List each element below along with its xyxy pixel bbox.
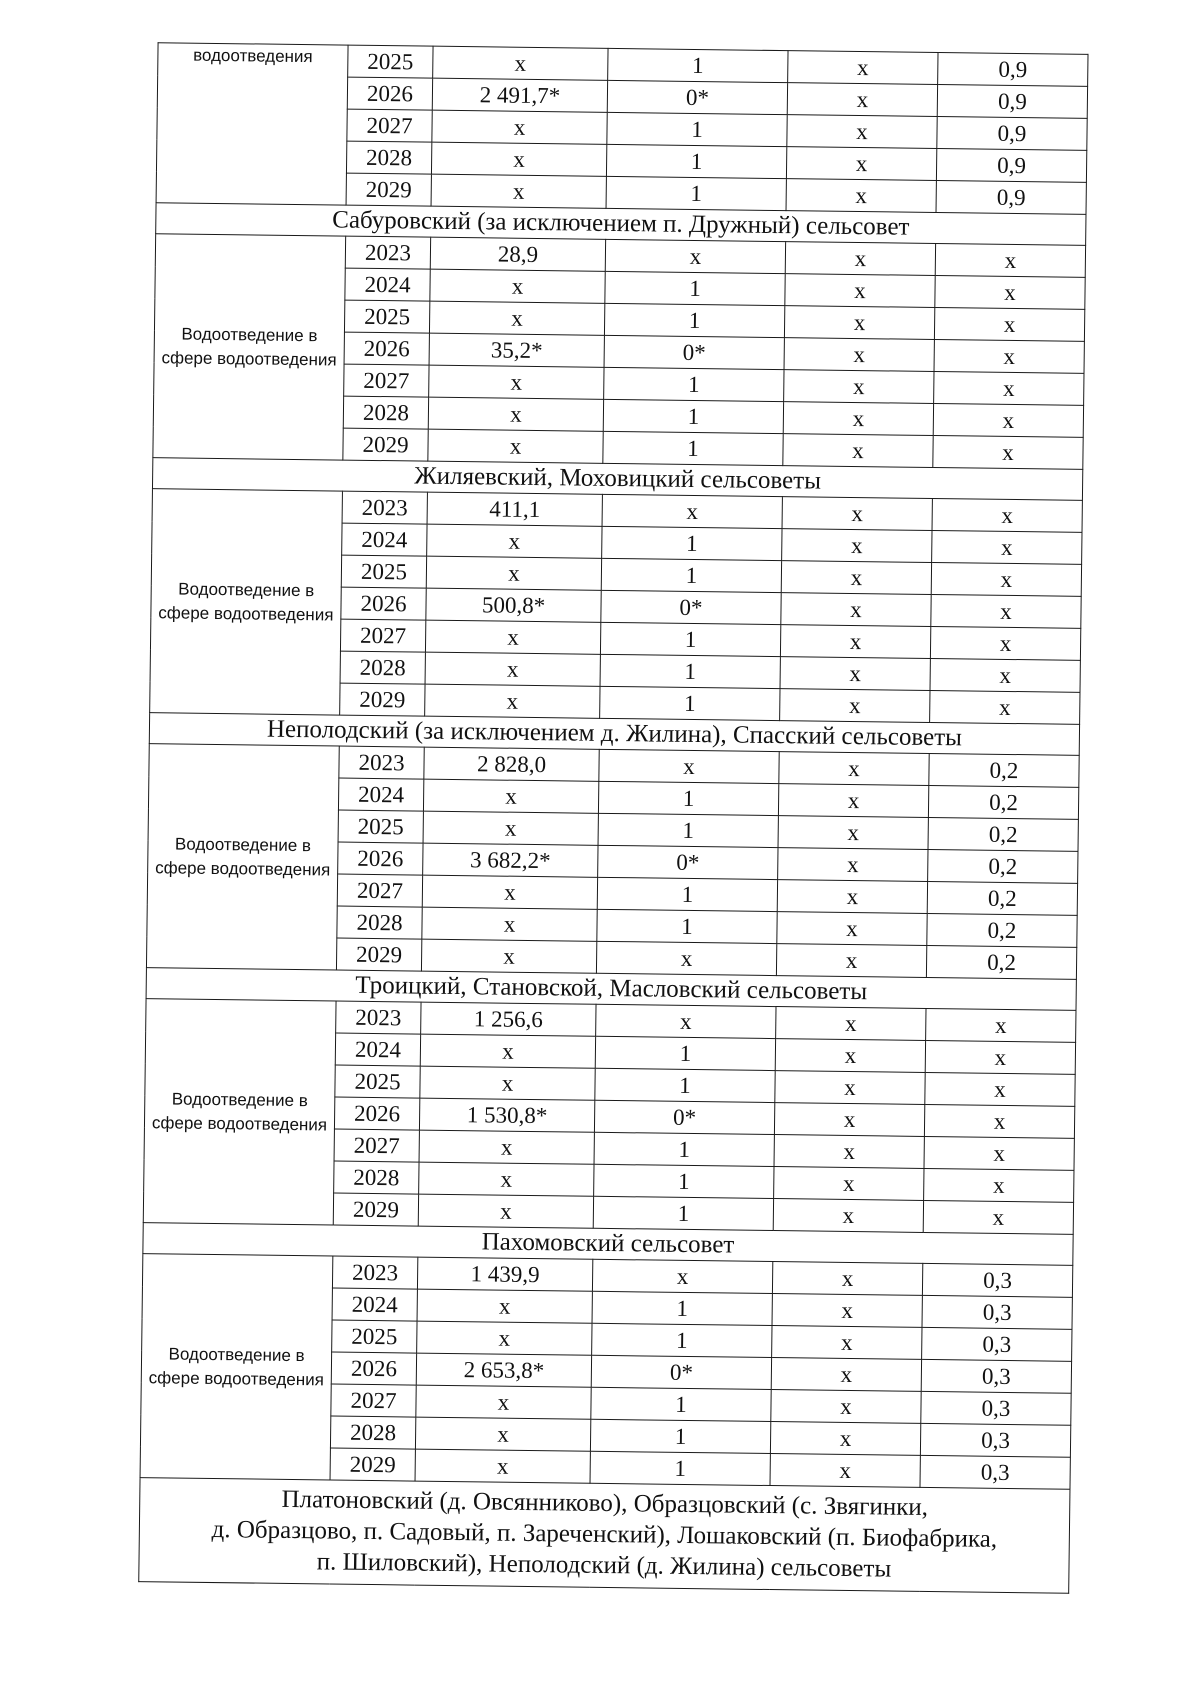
value-cell-2: 1 — [603, 399, 783, 433]
value-cell-3: х — [783, 402, 933, 436]
value-cell-2: 1 — [590, 1451, 770, 1485]
value-cell-3: х — [778, 816, 928, 850]
value-cell-3: х — [774, 1167, 924, 1201]
value-cell-3: х — [776, 1007, 926, 1041]
value-cell-4: 0,3 — [921, 1391, 1071, 1425]
value-cell-4: 0,3 — [920, 1455, 1070, 1489]
value-cell-3: х — [782, 497, 932, 531]
service-name-cell: водоотведения — [156, 43, 348, 205]
value-cell-4: 0,2 — [927, 913, 1077, 947]
value-cell-4: х — [935, 244, 1085, 278]
section-header: Сабуровский (за исключением п. Дружный) сельсовет — [156, 203, 1086, 246]
year-cell: 2029 — [343, 428, 428, 461]
value-cell-1: х — [418, 1194, 593, 1228]
value-cell-2: 1 — [605, 271, 785, 305]
value-cell-1: 3 682,2* — [423, 843, 598, 877]
value-cell-1: х — [430, 269, 605, 303]
value-cell-1: 411,1 — [427, 492, 602, 526]
year-cell: 2027 — [334, 1129, 419, 1162]
value-cell-3: х — [772, 1326, 922, 1360]
value-cell-4: х — [924, 1136, 1074, 1170]
value-cell-3: х — [777, 912, 927, 946]
value-cell-3: х — [787, 83, 937, 117]
value-cell-1: х — [423, 779, 598, 813]
value-cell-4: 0,3 — [922, 1327, 1072, 1361]
value-cell-4: х — [931, 562, 1081, 596]
year-cell: 2024 — [332, 1288, 417, 1321]
value-cell-3: х — [778, 784, 928, 818]
value-cell-2: х — [605, 239, 785, 273]
value-cell-3: х — [775, 1071, 925, 1105]
value-cell-1: 1 256,6 — [421, 1002, 596, 1036]
value-cell-1: 35,2* — [429, 333, 604, 367]
value-cell-4: 0,2 — [928, 849, 1078, 883]
value-cell-1: х — [416, 1385, 591, 1419]
value-cell-2: 0* — [604, 335, 784, 369]
value-cell-4: х — [935, 276, 1085, 310]
year-cell: 2025 — [335, 1065, 420, 1098]
service-name-cell: Водоотведение в сфере водоотведения — [143, 999, 336, 1225]
value-cell-2: 1 — [593, 1196, 773, 1230]
value-cell-1: х — [429, 301, 604, 335]
value-cell-2: 1 — [598, 781, 778, 815]
value-cell-1: 500,8* — [426, 588, 601, 622]
value-cell-1: х — [419, 1162, 594, 1196]
value-cell-2: 1 — [594, 1132, 774, 1166]
value-cell-2: 1 — [602, 526, 782, 560]
value-cell-3: х — [770, 1454, 920, 1488]
year-cell: 2027 — [347, 109, 432, 142]
value-cell-4: х — [932, 498, 1082, 532]
value-cell-2: 1 — [594, 1164, 774, 1198]
value-cell-4: х — [933, 403, 1083, 437]
footer-line: п. Шиловский), Неполодский (д. Жилина) сельсоветы — [316, 1548, 892, 1583]
value-cell-2: 0* — [591, 1355, 771, 1389]
value-cell-4: 0,9 — [938, 53, 1088, 87]
value-cell-2: 1 — [607, 112, 787, 146]
value-cell-3: х — [780, 689, 930, 723]
year-cell: 2028 — [330, 1416, 415, 1449]
value-cell-1: х — [431, 174, 606, 208]
year-cell: 2029 — [333, 1193, 418, 1226]
footer-line: д. Образцово, п. Садовый, п. Зареченский), Лошаковский (п. Биофабрика, — [211, 1516, 998, 1553]
value-cell-4: х — [924, 1104, 1074, 1138]
value-cell-3: х — [785, 274, 935, 308]
year-cell: 2028 — [343, 396, 428, 429]
year-cell: 2026 — [344, 332, 429, 365]
value-cell-4: 0,2 — [927, 881, 1077, 915]
value-cell-3: х — [780, 657, 930, 691]
value-cell-3: х — [774, 1135, 924, 1169]
value-cell-4: х — [925, 1040, 1075, 1074]
footer-row — [139, 1478, 1070, 1594]
value-cell-4: х — [931, 594, 1081, 628]
year-cell: 2029 — [336, 938, 421, 971]
section-header: Неполодский (за исключением д. Жилина), Спасский сельсоветы — [149, 713, 1079, 756]
value-cell-1: х — [422, 907, 597, 941]
value-cell-3: х — [784, 306, 934, 340]
value-cell-3: х — [780, 625, 930, 659]
service-name-cell: Водоотведение в сфере водоотведения — [153, 234, 346, 460]
value-cell-2: 1 — [590, 1419, 770, 1453]
value-cell-1: х — [425, 620, 600, 654]
value-cell-4: 0,2 — [926, 945, 1076, 979]
value-cell-2: 0* — [598, 845, 778, 879]
value-cell-1: х — [427, 524, 602, 558]
year-cell: 2023 — [336, 1001, 421, 1034]
value-cell-2: 1 — [592, 1323, 772, 1357]
value-cell-2: х — [596, 1004, 776, 1038]
value-cell-3: х — [781, 593, 931, 627]
value-cell-2: 1 — [597, 909, 777, 943]
tariff-table-sheet — [138, 42, 1087, 1594]
year-cell: 2029 — [346, 173, 431, 206]
year-cell: 2025 — [348, 45, 433, 78]
value-cell-3: х — [772, 1262, 922, 1296]
value-cell-4: х — [932, 530, 1082, 564]
year-cell: 2028 — [346, 141, 431, 174]
value-cell-3: х — [777, 880, 927, 914]
year-cell: 2028 — [334, 1161, 419, 1194]
value-cell-3: х — [774, 1103, 924, 1137]
value-cell-1: х — [431, 142, 606, 176]
value-cell-2: 1 — [595, 1036, 775, 1070]
value-cell-2: 1 — [591, 1387, 771, 1421]
value-cell-3: х — [782, 529, 932, 563]
value-cell-2: х — [592, 1259, 772, 1293]
year-cell: 2027 — [337, 874, 422, 907]
value-cell-3: х — [776, 944, 926, 978]
value-cell-1: х — [415, 1449, 590, 1483]
year-cell: 2026 — [338, 842, 423, 875]
value-cell-2: 0* — [601, 590, 781, 624]
value-cell-2: 1 — [604, 367, 784, 401]
value-cell-3: х — [784, 338, 934, 372]
section-header: Троицкий, Становской, Масловский сельсоветы — [146, 968, 1076, 1011]
value-cell-1: х — [432, 110, 607, 144]
value-cell-4: х — [930, 690, 1080, 724]
value-cell-1: х — [422, 875, 597, 909]
value-cell-4: 0,2 — [929, 753, 1079, 787]
value-cell-1: х — [428, 429, 603, 463]
value-cell-1: х — [419, 1130, 594, 1164]
year-cell: 2025 — [344, 300, 429, 333]
value-cell-3: х — [778, 848, 928, 882]
value-cell-4: х — [934, 371, 1084, 405]
year-cell: 2026 — [341, 587, 426, 620]
value-cell-3: х — [783, 434, 933, 468]
year-cell: 2023 — [332, 1256, 417, 1289]
value-cell-4: 0,9 — [937, 117, 1087, 151]
year-cell: 2028 — [340, 651, 425, 684]
value-cell-1: х — [433, 46, 608, 80]
value-cell-4: х — [926, 1008, 1076, 1042]
year-cell: 2023 — [339, 746, 424, 779]
value-cell-1: х — [420, 1034, 595, 1068]
service-name-cell: Водоотведение в сфере водоотведения — [146, 744, 339, 970]
value-cell-2: 1 — [595, 1068, 775, 1102]
value-cell-2: 0* — [594, 1100, 774, 1134]
value-cell-2: 1 — [597, 877, 777, 911]
year-cell: 2029 — [330, 1448, 415, 1481]
value-cell-2: 1 — [606, 176, 786, 210]
value-cell-4: 0,2 — [928, 785, 1078, 819]
value-cell-2: 1 — [601, 558, 781, 592]
value-cell-1: х — [417, 1289, 592, 1323]
value-cell-4: х — [924, 1168, 1074, 1202]
value-cell-2: 1 — [603, 431, 783, 465]
value-cell-2: х — [596, 941, 776, 975]
year-cell: 2027 — [340, 619, 425, 652]
year-cell: 2029 — [340, 683, 425, 716]
value-cell-3: х — [771, 1358, 921, 1392]
value-cell-3: х — [786, 179, 936, 213]
value-cell-3: х — [784, 370, 934, 404]
value-cell-3: х — [786, 147, 936, 181]
year-cell: 2024 — [338, 778, 423, 811]
value-cell-2: 1 — [600, 686, 780, 720]
value-cell-1: х — [415, 1417, 590, 1451]
value-cell-3: х — [779, 752, 929, 786]
value-cell-3: х — [773, 1199, 923, 1233]
value-cell-1: х — [421, 939, 596, 973]
year-cell: 2025 — [332, 1320, 417, 1353]
value-cell-2: х — [602, 494, 782, 528]
value-cell-4: 0,3 — [920, 1423, 1070, 1457]
value-cell-2: 1 — [600, 622, 780, 656]
service-name-cell: Водоотведение в сфере водоотведения — [150, 489, 343, 715]
value-cell-1: х — [428, 397, 603, 431]
value-cell-3: х — [770, 1422, 920, 1456]
year-cell: 2028 — [337, 906, 422, 939]
value-cell-4: х — [925, 1072, 1075, 1106]
value-cell-3: х — [787, 115, 937, 149]
value-cell-1: х — [423, 811, 598, 845]
value-cell-1: х — [429, 365, 604, 399]
value-cell-3: х — [772, 1294, 922, 1328]
value-cell-4: 0,3 — [922, 1295, 1072, 1329]
value-cell-2: 1 — [598, 813, 778, 847]
value-cell-3: х — [771, 1390, 921, 1424]
year-cell: 2025 — [338, 810, 423, 843]
tariff-table — [138, 42, 1088, 1594]
value-cell-2: 0* — [607, 80, 787, 114]
year-cell: 2023 — [342, 491, 427, 524]
value-cell-4: х — [934, 308, 1084, 342]
value-cell-3: х — [775, 1039, 925, 1073]
year-cell: 2026 — [347, 77, 432, 110]
value-cell-2: х — [599, 749, 779, 783]
tariff-table-body — [139, 43, 1088, 1594]
value-cell-4: х — [934, 340, 1084, 374]
value-cell-4: 0,9 — [937, 85, 1087, 119]
value-cell-1: 2 491,7* — [432, 78, 607, 112]
value-cell-1: х — [425, 684, 600, 718]
year-cell: 2024 — [345, 268, 430, 301]
value-cell-4: х — [933, 435, 1083, 469]
year-cell: 2024 — [335, 1033, 420, 1066]
year-cell: 2027 — [344, 364, 429, 397]
value-cell-1: х — [420, 1066, 595, 1100]
value-cell-4: х — [923, 1200, 1073, 1234]
value-cell-2: 1 — [592, 1291, 772, 1325]
value-cell-2: 1 — [608, 48, 788, 82]
year-cell: 2023 — [345, 236, 430, 269]
value-cell-4: х — [930, 658, 1080, 692]
value-cell-1: 2 828,0 — [424, 747, 599, 781]
value-cell-3: х — [781, 561, 931, 595]
value-cell-3: х — [785, 242, 935, 276]
year-cell: 2027 — [331, 1384, 416, 1417]
year-cell: 2025 — [341, 555, 426, 588]
value-cell-1: 1 439,9 — [417, 1257, 592, 1291]
footer-line: Платоновский (д. Овсянниково), Образцовский (с. Звягинки, — [281, 1485, 929, 1522]
year-cell: 2026 — [331, 1352, 416, 1385]
footer-header — [139, 1478, 1070, 1594]
value-cell-2: 1 — [604, 303, 784, 337]
value-cell-4: 0,9 — [936, 149, 1086, 183]
value-cell-1: х — [426, 556, 601, 590]
value-cell-4: х — [930, 626, 1080, 660]
value-cell-1: х — [425, 652, 600, 686]
value-cell-2: 1 — [600, 654, 780, 688]
value-cell-4: 0,9 — [936, 181, 1086, 215]
value-cell-4: 0,3 — [922, 1263, 1072, 1297]
section-header: Пахомовский сельсовет — [143, 1223, 1073, 1266]
value-cell-1: 2 653,8* — [416, 1353, 591, 1387]
value-cell-1: 1 530,8* — [419, 1098, 594, 1132]
section-header: Жиляевский, Моховицкий сельсоветы — [152, 458, 1082, 501]
value-cell-2: 1 — [606, 144, 786, 178]
value-cell-4: 0,3 — [921, 1359, 1071, 1393]
value-cell-3: х — [788, 51, 938, 85]
year-cell: 2024 — [342, 523, 427, 556]
value-cell-1: х — [417, 1321, 592, 1355]
value-cell-1: 28,9 — [430, 237, 605, 271]
value-cell-4: 0,2 — [928, 817, 1078, 851]
year-cell: 2026 — [334, 1097, 419, 1130]
service-name-cell: Водоотведение в сфере водоотведения — [140, 1254, 333, 1480]
